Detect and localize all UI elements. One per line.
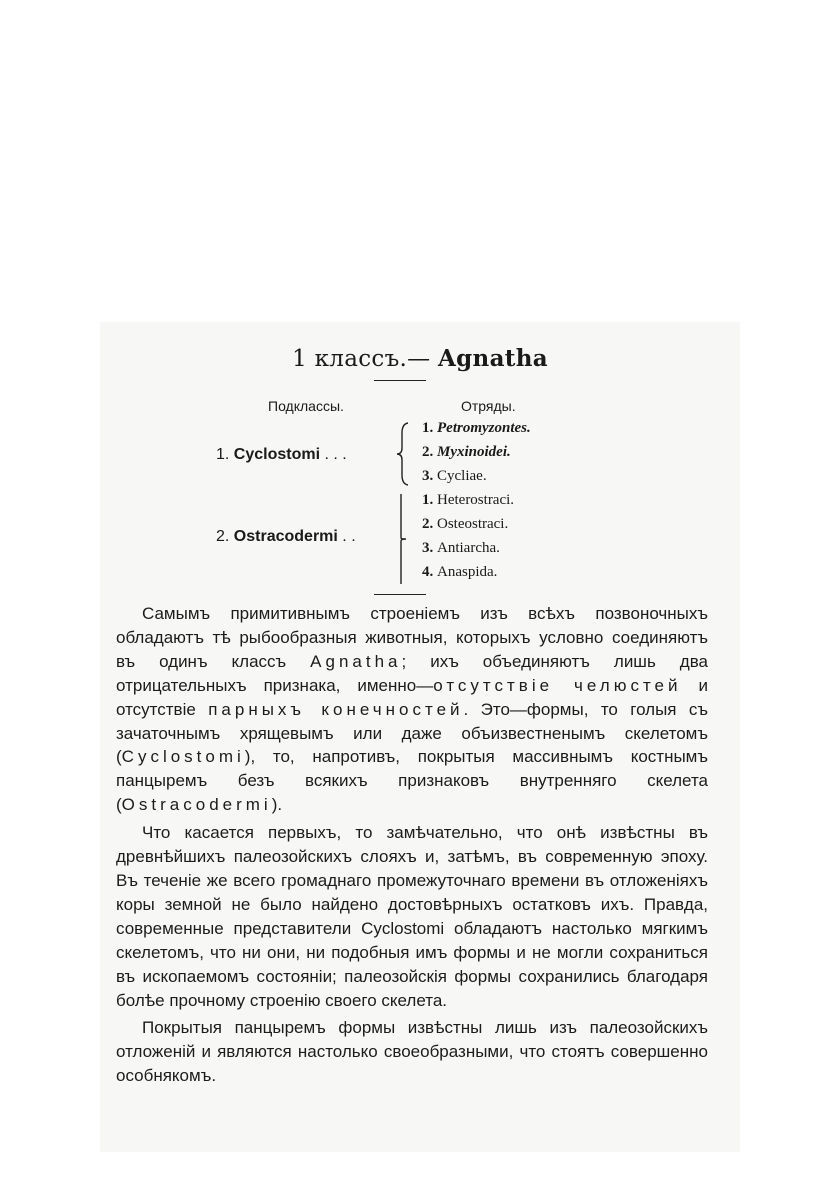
subclass-cyclostomi	[216, 446, 347, 464]
order-name: Osteostraci.	[437, 516, 509, 532]
subclass-name: Ostracodermi	[233, 528, 338, 545]
order-item: 2. Osteostraci.	[422, 516, 509, 532]
header-subclasses: Подклассы.	[268, 398, 344, 414]
order-name: Anaspida.	[437, 564, 498, 580]
body-text	[116, 602, 708, 1092]
subclass-leader: . .	[342, 528, 356, 545]
header-orders: Отряды.	[461, 398, 516, 414]
subclass-number: 1.	[216, 446, 230, 463]
order-item: 2. Myxinoidei.	[422, 444, 511, 460]
order-name: Heterostraci.	[437, 492, 515, 508]
subclass-name: Cyclostomi	[233, 446, 321, 463]
order-name: Cycliae.	[437, 468, 487, 484]
class-number: 1 классъ.—	[292, 346, 439, 372]
order-item: 1. Heterostraci.	[422, 492, 515, 508]
order-item: 4. Anaspida.	[422, 564, 498, 580]
subclass-leader: . . .	[324, 446, 347, 463]
table-rule	[374, 594, 426, 595]
order-name: Myxinoidei.	[437, 444, 511, 460]
order-item: 3. Cycliae.	[422, 468, 487, 484]
brace-ostracodermi	[398, 492, 412, 586]
brace-cyclostomi	[396, 421, 410, 487]
order-item: 3. Antiarcha.	[422, 540, 500, 556]
paragraph-1: Самымъ примитивнымъ строеніемъ изъ всѣхъ позвоночныхъ обладаютъ тѣ рыбообразныя животныя, которыхъ условно соединяютъ въ одинъ классъ Agnatha; ихъ объединяютъ лишь два отрицательныхъ признака, именно—отсутствіе челюстей и отсутствіе парныхъ конечностей. Это—формы, то голыя съ зачаточнымъ хрящевымъ или даже объизвестненымъ скелетомъ (Cyclostomi), то, напротивъ, покрытыя массивнымъ костнымъ панцыремъ безъ всякихъ признаковъ внутренняго скелета (Ostracodermi).	[116, 604, 708, 815]
order-name: Antiarcha.	[437, 540, 500, 556]
title-rule	[374, 380, 426, 381]
subclass-ostracodermi	[216, 528, 356, 546]
page-title	[0, 345, 840, 372]
order-name: Petromyzontes.	[437, 420, 531, 436]
paragraph-2: Что касается первыхъ, то замѣчательно, что онѣ извѣстны въ древнѣйшихъ палеозойскихъ слояхъ и, затѣмъ, въ современную эпоху. Въ теченіе же всего громаднаго промежуточнаго времени въ отложеніяхъ коры земной не было найдено достовѣрныхъ остатковъ ихъ. Правда, современные представители Cyclostomi обладаютъ настолько мягкимъ скелетомъ, что ни они, ни подобныя имъ формы и не могли сохраниться въ ископаемомъ состояніи; палеозойскія формы сохранились благодаря болѣе прочному строенію своего скелета.	[116, 823, 708, 1010]
subclass-number: 2.	[216, 528, 230, 545]
paragraph-3: Покрытыя панцыремъ формы извѣстны лишь изъ палеозойскихъ отложеній и являются настолько своеобразными, что стоятъ совершенно особнякомъ.	[116, 1018, 708, 1086]
class-name: Agnatha	[438, 345, 548, 372]
order-item: 1. Petromyzontes.	[422, 420, 531, 436]
